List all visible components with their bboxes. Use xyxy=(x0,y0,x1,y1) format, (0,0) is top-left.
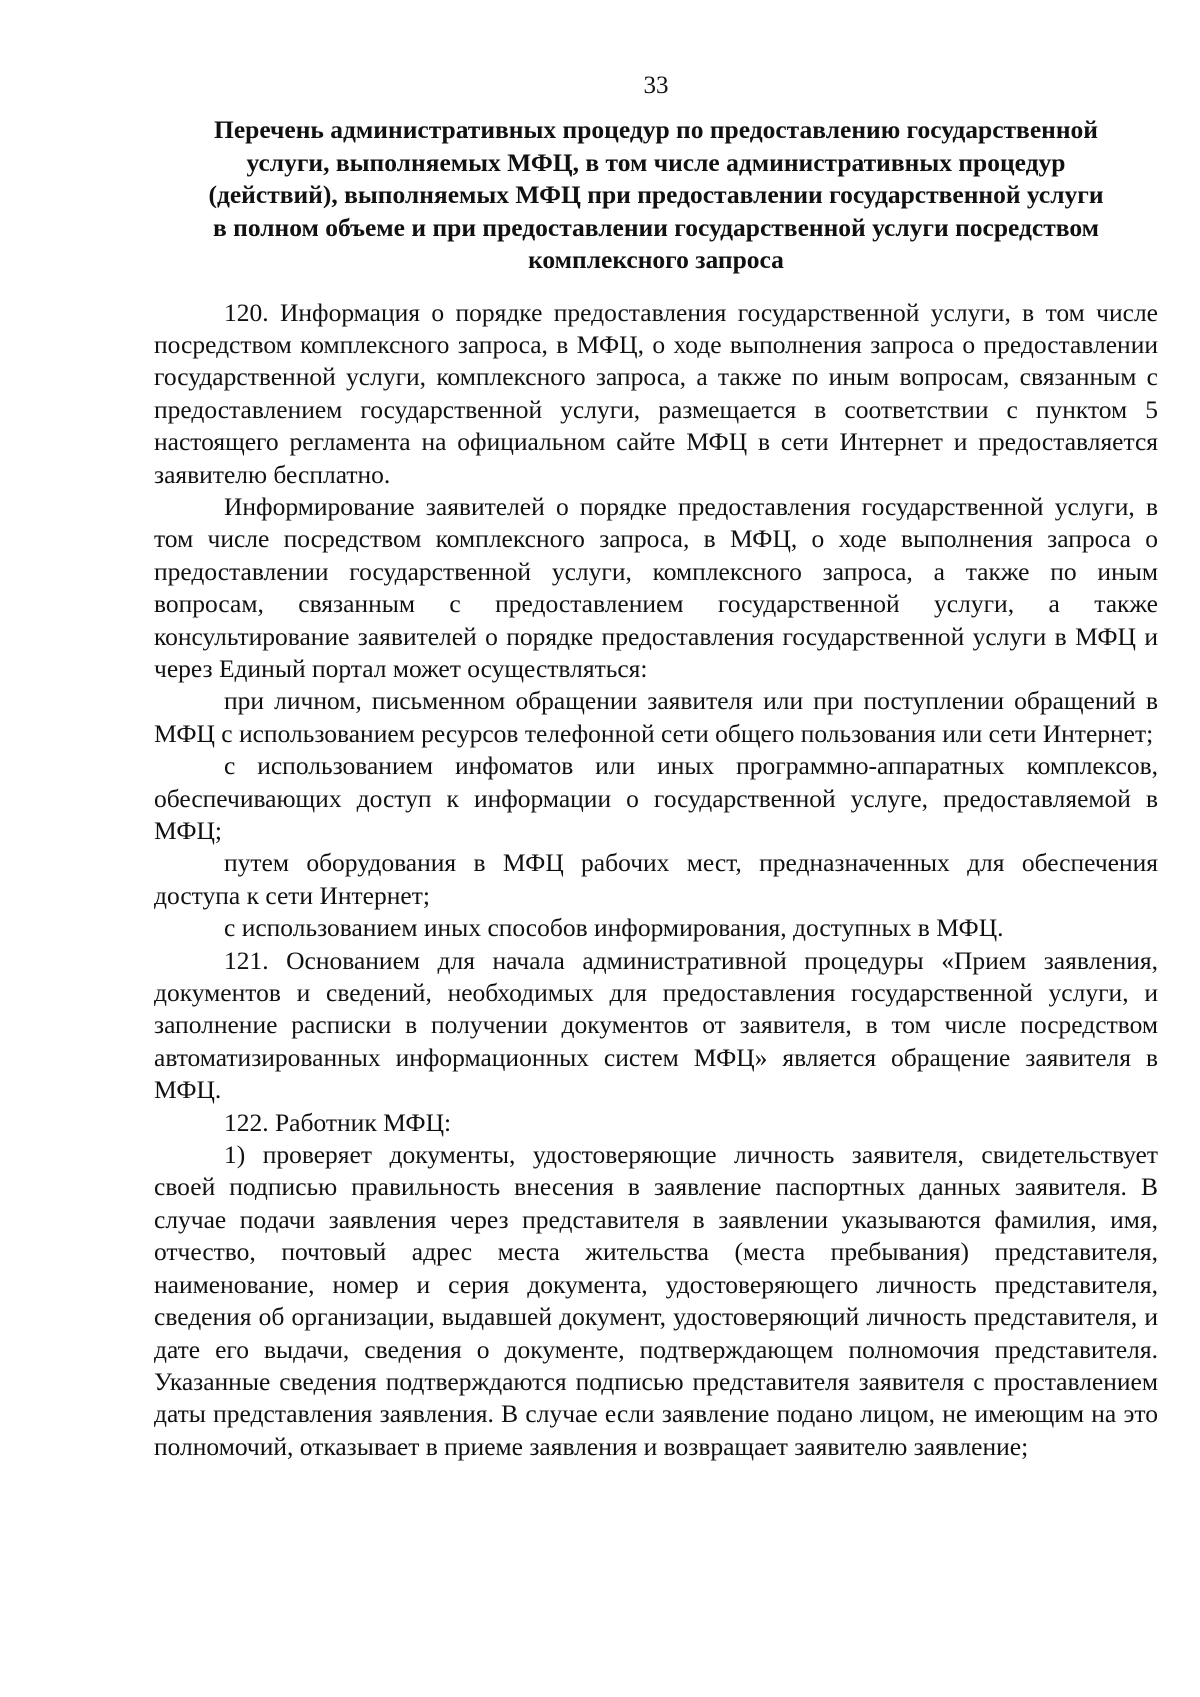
list-item-personal-appeal: при личном, письменном обращении заявителя или при поступлении обращений в МФЦ с использованием ресурсов телефонной сети общего пользования или сети Интернет; xyxy=(154,686,1158,748)
list-item-workplaces: путем оборудования в МФЦ рабочих мест, предназначенных для обеспечения доступа к сети Интернет; xyxy=(154,848,1158,910)
section-title-line: услуги, выполняемых МФЦ, в том числе административных процедур xyxy=(246,147,1066,177)
paragraph-121: 121. Основанием для начала административной процедуры «Прием заявления, документов и сведений, необходимых для предоставления государственной услуги, и заполнение расписки в получении документов от заявителя, в том числе посредством автоматизированных информационных систем МФЦ» является обращение заявителя в МФЦ. xyxy=(154,945,1158,1105)
paragraph-informing: Информирование заявителей о порядке предоставления государственной услуги, в том числе посредством комплексного запроса, в МФЦ, о ходе выполнения запроса о предоставлении государственной услуги, комплексного запроса, а также по иным вопросам, связанным с предоставлением государственной услуги, а также консультирование заявителей о порядке предоставления государственной услуги в МФЦ и через Единый портал может осуществляться: xyxy=(154,491,1158,683)
section-title-line: Перечень административных процедур по предоставлению государственной xyxy=(214,115,1098,144)
body-text xyxy=(154,297,1158,1464)
document-page xyxy=(154,70,1158,1463)
section-title-line: в полном объеме и при предоставлении государственной услуги посредством xyxy=(213,212,1099,242)
page-number: 33 xyxy=(643,72,669,99)
section-title xyxy=(154,114,1158,277)
list-item-infomats: с использованием инфоматов или иных программно-аппаратных комплексов, обеспечивающих доступ к информации о государственной услуге, предоставляемой в МФЦ; xyxy=(154,751,1158,845)
section-title-line: комплексного запроса xyxy=(528,245,784,274)
paragraph-122-item-1: 1) проверяет документы, удостоверяющие личность заявителя, свидетельствует своей подписью правильность внесения в заявление паспортных данных заявителя. В случае подачи заявления через представителя в заявлении указываются фамилия, имя, отчество, почтовый адрес места жительства (места пребывания) представителя, наименование, номер и серия документа, удостоверяющего личность представителя, сведения об организации, выдавшей документ, удостоверяющий личность представителя, и дате его выдачи, сведения о документе, подтверждающем полномочия представителя. Указанные сведения подтверждаются подписью представителя заявителя с проставлением даты представления заявления. В случае если заявление подано лицом, не имеющим на это полномочий, отказывает в приеме заявления и возвращает заявителю заявление; xyxy=(154,1140,1158,1461)
list-item-other-methods: с использованием иных способов информирования, доступных в МФЦ. xyxy=(224,913,1004,943)
paragraph-120: 120. Информация о порядке предоставления государственной услуги, в том числе посредством комплексного запроса, в МФЦ, о ходе выполнения запроса о предоставлении государственной услуги, комплексного запроса, а также по иным вопросам, связанным с предоставлением государственной услуги, размещается в соответствии с пунктом 5 настоящего регламента на официальном сайте МФЦ в сети Интернет и предоставляется заявителю бесплатно. xyxy=(154,297,1158,489)
section-title-line: (действий), выполняемых МФЦ при предоставлении государственной услуги xyxy=(208,180,1104,209)
paragraph-122: 122. Работник МФЦ: xyxy=(224,1107,452,1137)
